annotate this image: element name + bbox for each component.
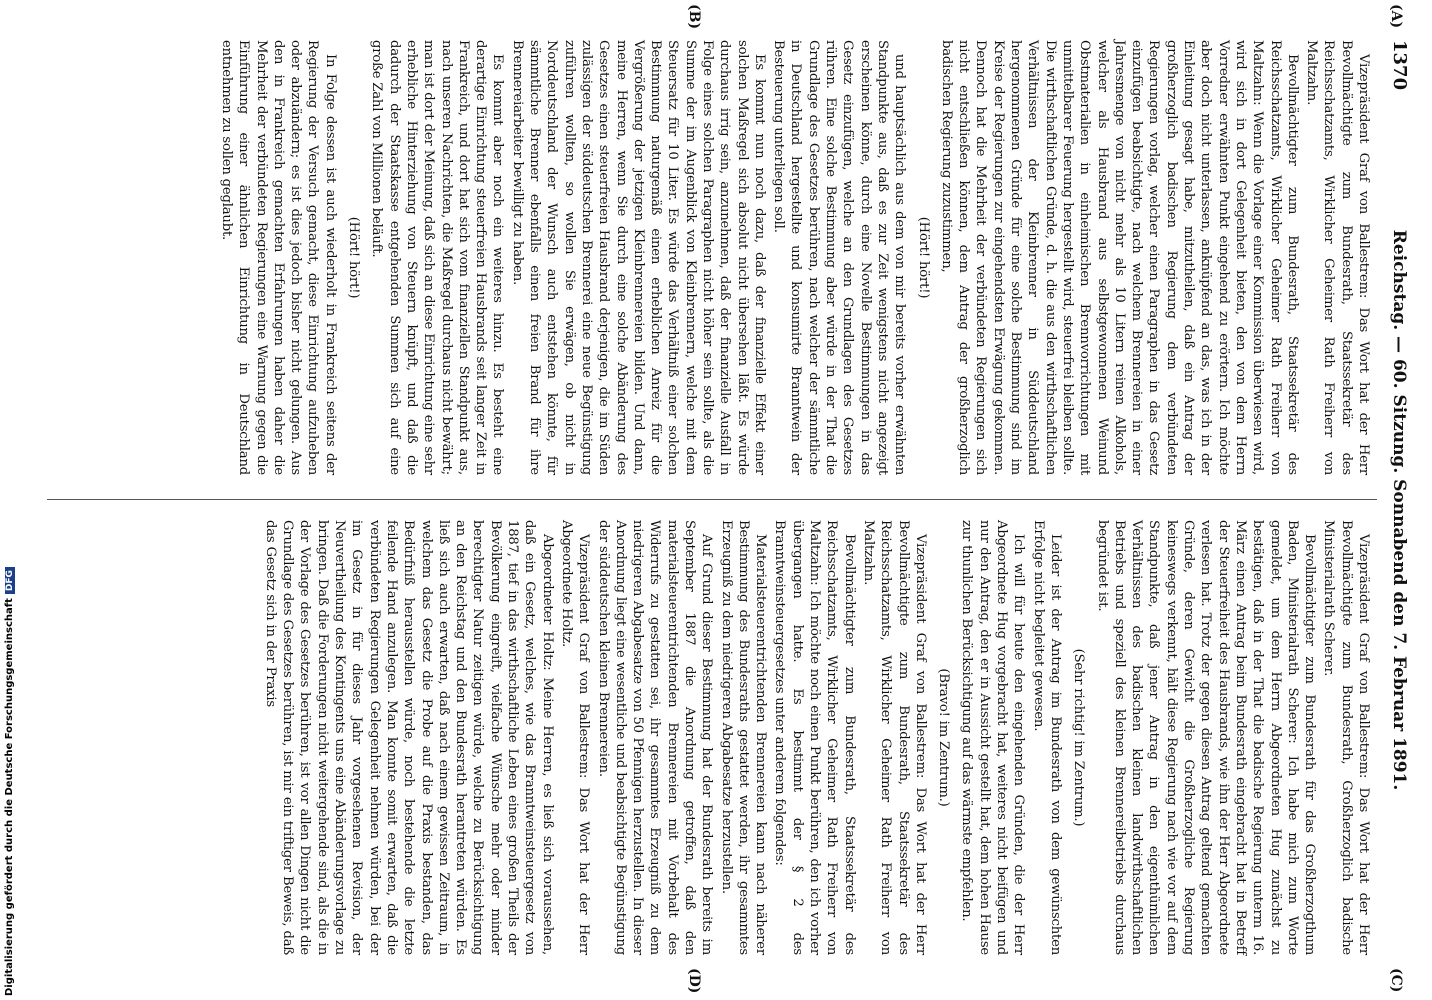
paragraph: Materialsteuerentrichtenden Brennereien kann nach näherer Bestimmung des Bundesraths gestattet werden, ihr gesammtes Erzeugniß zu dem niedrigeren Abgabesatze herzustellen. [718, 520, 769, 955]
paragraph: Abgeordneter Holtz: Meine Herren, es ließ sich voraussehen, daß ein Gesetz, welches, wie das Branntweinsteuergesetz von 1887, tief in das wirthschaftliche Leben eines großen Theils der Bevölkerung eingreift, vielfache Wünsche mehr oder minder berechtigter Natur zeitigen würde, welche zu Berücksichtigung an den Reichstag und den Bundesrath herantreten würden. Es ließ sich auch erwarten, daß nach einem gewissen Zeitraum, in welchem das Gesetz die Probe auf die Praxis bestanden, das Bedürfniß herausstellen würde, noch bestehende die letzte feilende Hand anzulegen. Man konnte somit erwarten, daß die verbündeten Regierungen Gelegenheit nehmen würden, bei der im Gesetz in für dieses Jahr vorgesehenen Revision, der Neuvertheilung des Kontingents uns eine Abänderungsvorlage zu bringen. Daß die Forderungen nicht weitergehende sind, als die in der Vorlage des Gesetzes berühren, ist vor allen Dingen nicht die Grundlage des Gesetzes berühren, ist mir ein triftiger Beweis, daß das Gesetz sich in der Praxis [262, 520, 555, 955]
page-header [1380, 40, 1410, 960]
left-column [216, 40, 1372, 475]
paragraph: (Hört! hört!) [915, 216, 931, 299]
paragraph: Bevollmächtigter zum Bundesrath, Staatssekretär des Reichsschatzamts, Wirklicher Geheimer Rath Freiherr von Maltzahn: Wenn die Vorlage einer Kommission überwiesen wird, wird sich in dort Gelegenheit bieten, den von dem Herrn Vorredner erwähnten Punkt eingehend zu erörtern. Ich möchte aber doch nicht unterlassen, anknüpfend an das, was ich in der Einleitung gesagt habe, mitzutheilen, daß ein Antrag der großherzoglich badischen Regierung dem verbündeten Regierungen vorlag, welcher einen Paragraphen in das Gesetz einzufügen beabsichtigte, nach welchem Brennereien in einer Jahresmenge von nicht mehr als 10 Litern reinen Alkohols, welcher als Hausbrand aus selbstgewonnenen Weinund Obstmaterialien in einheimischen Brennvorrichtungen mit unmittelbarer Feuerung hergestellt wird, steuerfrei bleiben sollte. Die wirthschaftlichen Gründe, d. h. die aus den wirthschaftlichen Verhältnissen der Kleinbrenner in Süddeutschland hergenommenen Gründe für eine solche Bestimmung sind im Kreise der Regierungen zur eingehendsten Erwägung gekommen. Dennoch hat die Mehrheit der verbündeten Regierungen sich nicht entschließen können, dem Antrag der großherzoglich badischen Regierung zuzustimmen, [938, 40, 1300, 475]
paragraph: Vizepräsident Graf von Ballestrem: Das Wort hat der Herr Bevollmächtigte zum Bundesrath, Großherzoglich badische Ministerialrath Scherer. [1321, 520, 1371, 955]
margin-marker-d: (D) [686, 968, 702, 994]
page-title: Reichstag. — 60. Sitzung. Sonnabend den 7. Februar 1891. [1389, 229, 1409, 791]
dfg-logo: DFG [5, 567, 15, 594]
paragraph: Vizepräsident Graf von Ballestrem: Das Wort hat der Herr Bevollmächtigte zum Bundesrath, Staatssekretär des Reichsschatzamts, Wirklicher Geheimer Rath Freiherr von Maltzahn. [860, 520, 928, 955]
paragraph: (Bravo! im Zentrum.) [936, 668, 952, 807]
paragraph: Auf Grund dieser Bestimmung hat der Bundesrath bereits im September 1887 die Anordnung getroffen, daß den materialsteuerentrichtenden Brennereien mit Vorbehalt des Widerrufs zu gestatten sei, ihr gesammtes Erzeugniß zu dem niedrigeren Abgabesatze von 50 Pfennigen herzustellen. In dieser Anordnung liegt eine wesentliche und beabsichtigte Begünstigung der süddeutschen kleinen Brennereien. [595, 520, 715, 955]
paragraph: Ich will für heute den eingehenden Gründen, die der Herr Abgeordnete Hug vorgebracht hat, weiteres nicht beifügen und nur den Antrag, den er in Aussicht gestellt hat, dem hohen Hause zur thunlichen Berücksichtigung auf das wärmste empfehlen. [959, 520, 1027, 955]
paragraph: (Hört! hört!) [346, 216, 362, 299]
paragraph: Es kommt nun noch dazu, daß der finanzielle Effekt einer solchen Maßregel sich absolut nicht übersehen läßt. Es würde durchaus irrig sein, anzunehmen, daß der finanzielle Ausfall in Folge eines solchen Paragraphen nicht höher sein sollte, als die Summe der im Augenblick von Kleinbrennern, welche mit dem Steuersatz für 10 Liter. Es würde das Verhältniß einer solchen Bestimmung naturgemäß einen erheblichen Anreiz für die Vergrößerung der jetzigen Kleinbrennereien bilden. Und dann, meine Herren, wenn Sie durch eine solche Abänderung des Gesetzes einen steuerfreien Hausbrand derjenigen, die im Süden zulässigen der süddeutschen Brennerei eine neue Begünstigung zuführen wollten, so wollen Sie erwägen, ob nicht in Norddeutschland der Wunsch auch entstehen könnte, für sämmtliche Brenner ebenfalls einen freien Brand für ihre Brennereiarbeiter bewilligt zu haben. [509, 40, 767, 475]
column-divider [47, 499, 1377, 500]
margin-marker-c: (C) [1388, 968, 1404, 993]
paragraph: Vizepräsident Graf von Ballestrem: Das Wort hat der Herr Bevollmächtigte zum Bundesrath, Staatssekretär des Reichsschatzamts, Wirklicher Geheimer Rath Freiherr von Maltzahn. [1304, 40, 1371, 475]
margin-marker-a: (A) [1388, 4, 1404, 29]
paragraph: Es kommt aber noch ein weiteres hinzu. Es besteht eine derartige Einrichtung steuerfreien Hausbrands seit langer Zeit in Frankreich, und dort hat sich vom finanziellen Standpunkt aus, nach unseren Nachrichten, die Maßregel durchaus nicht bewährt; man ist dort der Meinung, daß sich an diese Einrichtung eine sehr erhebliche Hinterziehung von Steuern knüpft, und daß die dadurch der Staatskasse entgehenden Summen sich auf eine große Zahl von Millionen beläuft. [369, 40, 506, 475]
paragraph: Bevollmächtigter zum Bundesrath für das Großherzogthum Baden, Ministerialrath Scherer: Ich habe mich zum Worte gemeldet, um dem Herrn Abgeordneten Hug zunächst zu bestätigen, daß in der That die badische Regierung unterm 16. März einen Antrag beim Bundesrath eingebracht hat in Betreff der Steuerfreiheit des Hausbrands, wie ihn der Herr Abgeordnete verlesen hat. Trotz der gegen diesen Antrag geltend gemachten Gründe, deren Gewicht die Großherzogliche Regierung keineswegs verkennt, hält diese Regierung nach wie vor auf dem Standpunkte, daß jener Antrag in den eigenthümlichen Verhältnissen des badischen kleinen landwirthschaftlichen Betriebs und speziell des kleinen Brennereibetriebs durchaus begründet ist. [1094, 520, 1318, 955]
paragraph: Vizepräsident Graf von Ballestrem: Das Wort hat der Herr Abgeordnete Holtz. [558, 520, 592, 955]
credit-text: Digitalisierung gefördert durch die Deutsche Forschungsgemeinschaft [4, 598, 15, 996]
digitization-credit [4, 567, 15, 996]
paragraph: Leider ist der Antrag im Bundesrath von dem gewünschten Erfolge nicht begleitet gewesen. [1030, 520, 1063, 955]
page-number: 1370 [1389, 40, 1410, 91]
paragraph: und hauptsächlich aus dem von mir bereits vorher erwähnten Standpunkte aus, daß es zur Zeit wenigstens nicht angezeigt erscheinen könne, durch eine Novelle Bestimmungen in das Gesetz einzufügen, welche an den Grundlagen des Gesetzes rühren. Eine solche Bestimmung aber würde in der That die Grundlage des Gesetzes berühren, nach welcher der sämmtliche in Deutschland hergestellte und konsumirte Branntwein der Besteuerung unterliegen soll. [771, 40, 908, 475]
paragraph: In Folge dessen ist auch wiederholt in Frankreich seitens der Regierung der Versuch gemacht, diese Einrichtung aufzuheben oder abzuändern; es ist dies jedoch bisher nicht gelungen. Aus den in Frankreich gemachten Erfahrungen haben daher die Mehrheit der verbündeten Regierungen eine Warnung gegen die Einführung einer ähnlichen Einrichtung in Deutschland entnehmen zu sollen geglaubt. [219, 40, 338, 475]
right-column [260, 520, 1372, 955]
paragraph: Bevollmächtigter zum Bundesrath, Staatssekretär des Reichsschatzamts, Wirklicher Geheimer Rath Freiherr von Maltzahn: Ich möchte noch einen Punkt berühren, den ich vorher übergangen hatte. Es bestimmt der § 2 des Branntweinsteuergesetzes unter anderem folgendes: [772, 520, 857, 955]
paragraph: (Sehr richtig! im Zentrum.) [1071, 648, 1087, 827]
margin-marker-b: (B) [686, 4, 702, 30]
